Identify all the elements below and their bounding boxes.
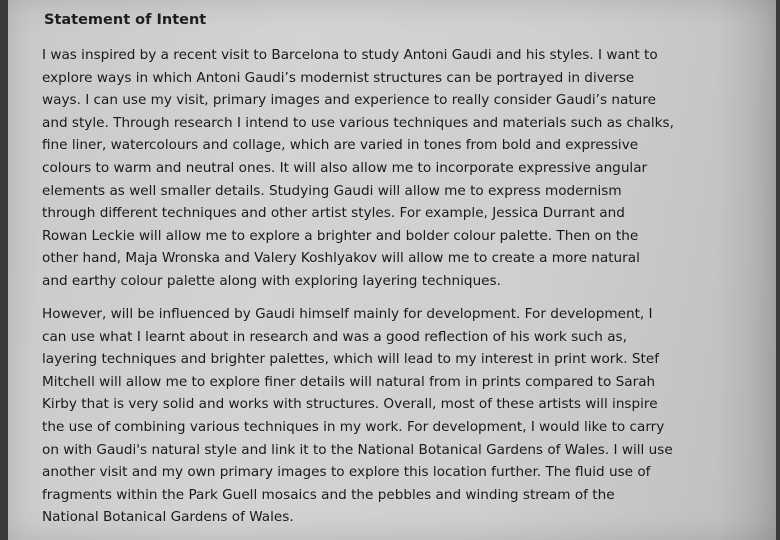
paragraph-2-line: Kirby that is very solid and works with structures. Overall, most of these artists will inspire (42, 396, 658, 413)
paragraph-2-line: the use of combining various techniques in my work. For development, I would like to carry (42, 418, 665, 435)
paragraph-2-line: However, will be influenced by Gaudi himself mainly for development. For development, I (42, 306, 653, 322)
paragraph-2-line: layering techniques and brighter palettes, which will lead to my interest in print work. Stef (42, 351, 659, 368)
paragraph-2-line: can use what I learnt about in research and was a good reflection of his work such as, (42, 328, 627, 345)
paragraph-2-line: fragments within the Park Guell mosaics and the pebbles and winding stream of the (42, 486, 615, 503)
paragraph-1-line: and style. Through research I intend to use various techniques and materials such as chalks, (42, 114, 674, 131)
paragraph-2-line: Mitchell will allow me to explore finer details will natural from in prints compared to Sarah (42, 373, 656, 390)
paragraph-2-line: on with Gaudi's natural style and link it to the National Botanical Gardens of Wales. I will use (42, 441, 673, 458)
paragraph-1-line: and earthy colour palette along with exploring layering techniques. (42, 272, 501, 289)
paragraph-1-line: Rowan Leckie will allow me to explore a brighter and bolder colour palette. Then on the (42, 227, 639, 244)
paragraph-2-line: another visit and my own primary images to explore this location further. The fluid use of (42, 464, 651, 481)
paragraph-1-line: through different techniques and other artist styles. For example, Jessica Durrant and (42, 205, 625, 222)
paragraph-1-line: elements as well smaller details. Studying Gaudi will allow me to express modernism (42, 182, 622, 199)
paragraph-1 (42, 44, 762, 293)
document-page (8, 0, 776, 540)
paragraph-1-line: fine liner, watercolours and collage, which are varied in tones from bold and expressive (42, 137, 639, 154)
paragraph-1-line: explore ways in which Antoni Gaudi’s modernist structures can be portrayed in diverse (42, 69, 635, 86)
paragraph-1-line: other hand, Maja Wronska and Valery Koshlyakov will allow me to create a more natural (42, 250, 640, 267)
paragraph-1-line: I was inspired by a recent visit to Barcelona to study Antoni Gaudi and his styles. I want to (42, 47, 658, 63)
document-title: Statement of Intent (44, 12, 207, 28)
paragraph-2 (42, 303, 762, 529)
paragraph-1-line: colours to warm and neutral ones. It will also allow me to incorporate expressive angular (42, 159, 648, 176)
paragraph-2-line: National Botanical Gardens of Wales. (42, 509, 294, 526)
paragraph-1-line: ways. I can use my visit, primary images and experience to really consider Gaudi’s nature (42, 92, 656, 109)
